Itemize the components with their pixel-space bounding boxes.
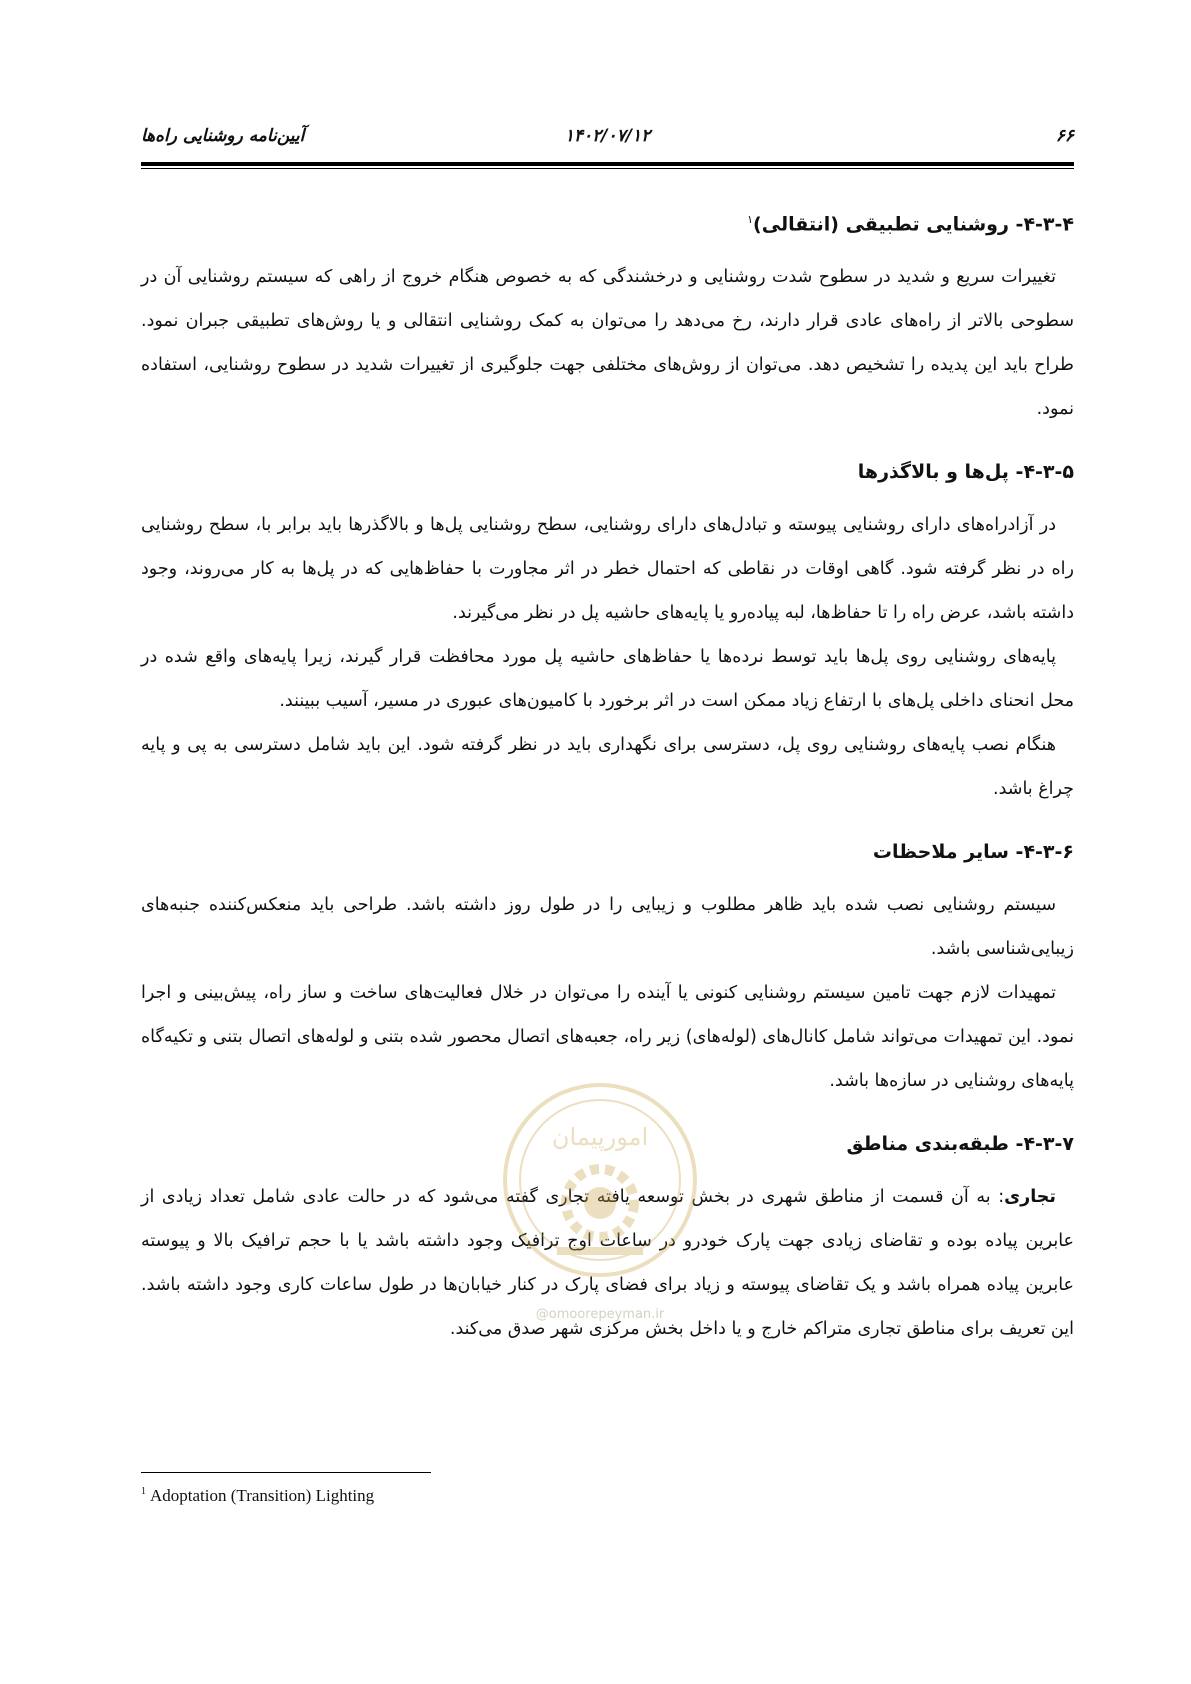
watermark-logo-text: امورپیمان: [551, 1123, 649, 1151]
term-commercial: تجاری: [1004, 1187, 1056, 1208]
page-number: ۶۶: [1055, 126, 1074, 146]
page-body: [141, 205, 1074, 1351]
page-header: [141, 126, 1074, 160]
footnote-marker: 1: [141, 1486, 146, 1498]
footnote: [141, 1486, 374, 1506]
section-heading-4-3-7: ۴-۳-۷- طبقه‌بندی مناطق: [846, 1133, 1074, 1156]
section-heading-4-3-6: ۴-۳-۶- سایر ملاحظات: [872, 841, 1074, 864]
watermark-url: @omoorepeyman.ir: [535, 1307, 665, 1322]
paragraph: در آزادراه‌های دارای روشنایی پیوسته و تبادل‌های دارای روشنایی، سطح روشنایی پل‌ها و بالاگذرها باید برابر با، سطح روشنایی راه در نظر گرفته شود. گاهی اوقات در نقاطی که احتمال خطر در اثر مجاورت با حفاظ‌هایی که در پل‌ها به کار می‌روند، وجود داشته باشد، عرض راه را تا حفاظ‌ها، لبه پیاده‌رو یا پایه‌های حاشیه پل در نظر می‌گیرند.: [141, 515, 1074, 624]
paragraph: پایه‌های روشنایی روی پل‌ها باید توسط نرده‌ها یا حفاظ‌های حاشیه پل مورد محافظت قرار گیرند، زیرا پایه‌های واقع شده در محل انحنای داخلی پل‌های با ارتفاع زیاد ممکن است در اثر برخورد با کامیون‌های عبوری در مسیر، آسیب ببینند.: [141, 647, 1074, 712]
paragraph: تغییرات سریع و شدید در سطوح شدت روشنایی و درخشندگی که به خصوص هنگام خروج از راهی که سیستم روشنایی آن در سطوحی بالاتر از راه‌های عادی قرار دارند، رخ می‌دهد را می‌توان به کمک روشنایی انتقالی و یا روش‌های تطبیقی جبران نمود. طراح باید این پدیده را تشخیص دهد. می‌توان از روش‌های مختلفی جهت جلوگیری از تغییرات شدید در سطوح روشنایی، استفاده نمود.: [141, 267, 1074, 420]
footnote-text: Adoptation (Transition) Lighting: [150, 1486, 375, 1505]
header-date: ۱۴۰۲/۰۷/۱۲: [564, 126, 651, 146]
section-heading-4-3-4: ۴-۳-۴- روشنایی تطبیقی (انتقالی)$^۱$: [747, 213, 1074, 236]
footnote-separator: [141, 1472, 431, 1473]
paragraph-commercial: تجاری: به آن قسمت از مناطق شهری در بخش توسعه یافته تجاری گفته می‌شود که در حالت عادی شامل تعداد زیادی از عابرین پیاده بوده و تقاضای زیادی جهت پارک خودرو در ساعات اوج ترافیک وجود داشته باشد یا با حجم ترافیک بالا و پیوسته عابرین پیاده همراه باشد و یک تقاضای پیوسته و زیاد برای فضای پارک در کنار خیابان‌ها در طول ساعات کاری وجود داشته باشد. این تعریف برای مناطق تجاری متراکم خارج و یا داخل بخش مرکزی شهر صدق می‌کند.: [141, 1187, 1074, 1340]
paragraph: هنگام نصب پایه‌های روشنایی روی پل، دسترسی برای نگهداری باید در نظر گرفته شود. این باید شامل دسترسی به پی و پایه چراغ باشد.: [141, 735, 1074, 800]
footnote-ref: ۱: [747, 213, 754, 226]
section-heading-4-3-5: ۴-۳-۵- پل‌ها و بالاگذرها: [857, 461, 1074, 484]
header-rule-thin: [141, 168, 1074, 169]
header-rule-thick: [141, 162, 1074, 166]
paragraph: تمهیدات لازم جهت تامین سیستم روشنایی کنونی یا آینده را می‌توان در خلال فعالیت‌های ساخت و ساز راه، پیش‌بینی و اجرا نمود. این تمهیدات می‌تواند شامل کانال‌های (لوله‌های) زیر راه، جعبه‌های اتصال محصور شده بتنی و لوله‌های اتصال بتنی و تکیه‌گاه پایه‌های روشنایی در سازه‌ها باشد.: [141, 983, 1074, 1092]
header-document-title: آیین‌نامه روشنایی راه‌ها: [141, 126, 305, 146]
paragraph: سیستم روشنایی نصب شده باید ظاهر مطلوب و زیبایی را در طول روز داشته باشد. طراحی باید منعکس‌کننده جنبه‌های زیبایی‌شناسی باشد.: [141, 895, 1074, 960]
